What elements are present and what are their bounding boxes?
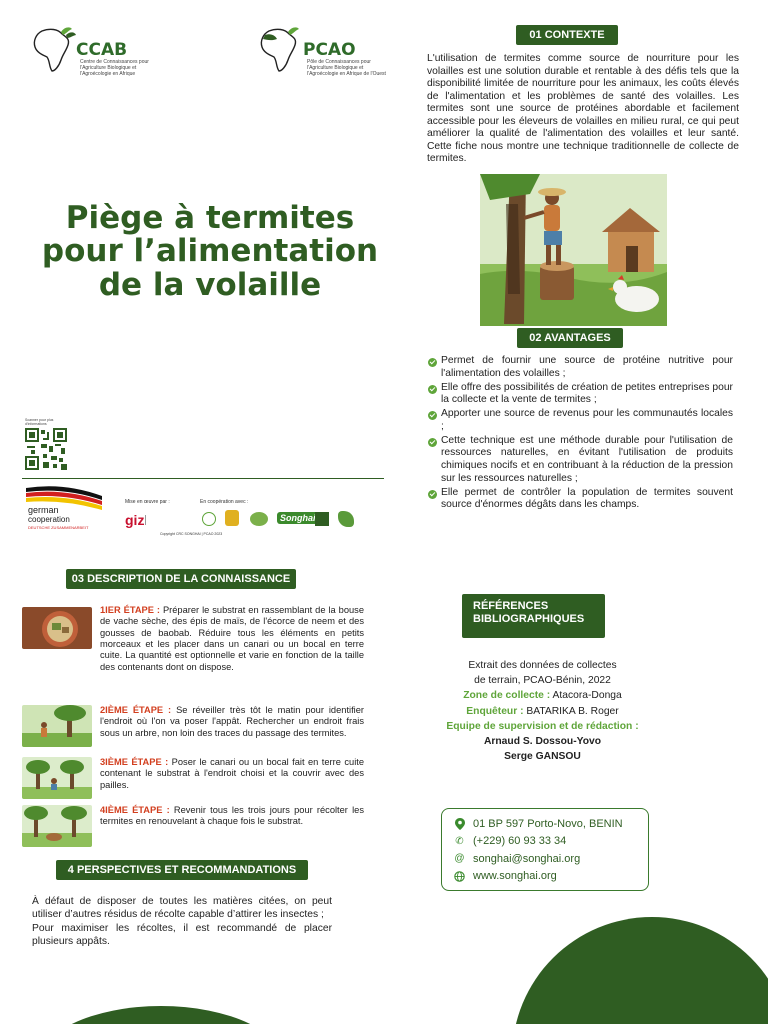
qr-code-icon[interactable]	[25, 427, 67, 471]
africa-map-icon	[255, 25, 305, 75]
reference-line-2: de terrain, PCAO-Bénin, 2022	[474, 675, 611, 687]
step-text: Se réveiller très tôt le matin pour identifier l'endroit où l'on va poser l'appât. Rechercher un endroit frais sous un arbre, non loin des traces du passage des termites.	[100, 705, 365, 738]
partner-logo-2-icon	[225, 510, 239, 526]
copyright-text: Copyright CRC SONGHAI | PCAO 2023	[160, 532, 223, 536]
contact-email[interactable]: @ songhai@songhai.org	[454, 852, 581, 865]
step-label: 2IÈME ÉTAPE :	[100, 705, 172, 715]
partner-logo-3-icon	[250, 512, 268, 526]
list-item: Apporter une source de revenus pour les communautés locales ;	[428, 408, 733, 434]
perspectives-paragraph-1: À défaut de disposer de toutes les matières citées, on peut utiliser d’autres résidus de récolte capable d’attirer les insectes ;	[32, 896, 332, 921]
contact-phone[interactable]: ✆ (+229) 60 93 33 34	[455, 835, 567, 848]
section-heading-advantages: 02 AVANTAGES	[517, 328, 623, 348]
decorative-circle-right	[512, 917, 768, 1024]
step-3-image	[22, 757, 92, 799]
at-sign-icon: @	[454, 853, 465, 865]
implemented-by-label: Mise en œuvre par :	[125, 499, 170, 505]
step-1-image	[22, 607, 92, 649]
ccab-name: CCAB	[76, 40, 128, 60]
section-heading-perspectives: 4 PERSPECTIVES ET RECOMMANDATIONS	[56, 860, 308, 880]
references-text	[420, 658, 665, 765]
ccab-subtitle: Centre de Connaissances pour l'Agriculture Biologique et l'Agroécologie en Afrique	[80, 59, 149, 77]
reference-person-2: Serge GANSOU	[504, 751, 581, 763]
section-heading-description: 03 DESCRIPTION DE LA CONNAISSANCE	[66, 569, 296, 589]
giz-logo: giz	[125, 512, 145, 528]
step-2-image	[22, 705, 92, 747]
reference-enqueteur: Enquêteur : BATARIKA B. Roger	[466, 705, 619, 717]
check-icon	[428, 438, 437, 447]
page-title: Piège à termites pour l’alimentation de la volaille	[41, 200, 379, 303]
contact-website[interactable]: www.songhai.org	[454, 868, 636, 886]
step-text: Revenir tous les trois jours pour récolter les termites en renouvelant à chaque fois le substrat.	[100, 805, 364, 827]
reference-zone: Zone de collecte : Atacora-Donga	[463, 690, 622, 702]
german-cooperation-line2: cooperation	[28, 515, 70, 524]
divider	[22, 478, 384, 479]
giz-subtitle-icon	[145, 515, 183, 525]
reference-team-label: Equipe de supervision et de rédaction :	[446, 720, 639, 732]
contact-address: 01 BP 597 Porto-Novo, BENIN	[454, 815, 636, 833]
step-label: 3IÈME ÉTAPE :	[100, 757, 169, 767]
section-heading-references: RÉFÉRENCES BIBLIOGRAPHIQUES	[462, 594, 605, 638]
pcao-name: PCAO	[303, 40, 356, 60]
perspectives-paragraph-2: Pour maximiser les récoltes, il est recommandé de placer plusieurs appâts.	[32, 922, 332, 948]
contact-box	[441, 808, 649, 891]
check-icon	[428, 411, 437, 420]
advantages-list	[428, 355, 733, 513]
perspectives-text	[32, 895, 332, 949]
list-item: Permet de fournir une source de protéine nutritive pour l'alimentation des volailles ;	[428, 355, 733, 381]
step-text: Préparer le substrat en rassemblant de la bouse de vache sèche, des épis de maïs, de l'écorce de neem et des gousses de baobab. Réduire tous les éléments en petits morceaux et les placer dans un canari ou un bocal en terre cuite. La quantité est optionnelle et varie en fonction de la taille des contenants dont on dispose.	[100, 605, 364, 672]
pcao-logo	[255, 22, 387, 77]
partner-logo-5-icon	[315, 512, 329, 526]
reference-line-1: Extrait des données de collectes	[468, 660, 617, 671]
reference-person-1: Arnaud S. Dossou-Yovo	[483, 736, 602, 748]
phone-icon: ✆	[455, 835, 464, 847]
check-icon	[428, 358, 437, 367]
check-icon	[428, 385, 437, 394]
in-cooperation-label: En coopération avec :	[200, 499, 249, 505]
german-cooperation-line1: german	[28, 505, 59, 515]
qr-caption: Scanner pour plus d'informations	[25, 418, 54, 427]
german-cooperation-line3: DEUTSCHE ZUSAMMENARBEIT	[28, 525, 89, 530]
step-label: 1IER ÉTAPE :	[100, 605, 160, 615]
partner-logo-1-icon	[202, 512, 216, 526]
step-label: 4IÈME ÉTAPE :	[100, 805, 170, 815]
partner-logo-6-icon	[338, 511, 354, 527]
section-heading-context: 01 CONTEXTE	[516, 25, 618, 45]
globe-icon	[454, 871, 465, 882]
list-item: Elle offre des possibilités de création de petites entreprises pour la collecte et la vente de termites ;	[428, 382, 733, 408]
partners-strip	[22, 482, 382, 542]
list-item: Elle permet de contrôler la population de termites souvent source d'énormes dégâts dans les champs.	[428, 487, 733, 513]
location-pin-icon	[454, 818, 465, 829]
step-4-image	[22, 805, 92, 847]
decorative-circle-left	[36, 1006, 286, 1024]
list-item: Cette technique est une méthode durable pour l'utilisation de ressources naturelles, en évitant l'utilisation de produits chimiques nocifs et en contribuant à la réduction de la pression sur les ressources naturelles ;	[428, 435, 733, 486]
ccab-logo	[28, 22, 160, 77]
africa-map-icon	[28, 25, 78, 75]
termite-collection-illustration	[480, 174, 667, 326]
songhai-logo: Songhai	[277, 512, 319, 524]
pcao-subtitle: Pôle de Connaissances pour l'Agriculture Biologique et l'Agroécologie en Afrique de l'Ouest	[307, 59, 386, 77]
check-icon	[428, 490, 437, 499]
context-text: L'utilisation de termites comme source de nourriture pour les volailles est une solution durable et rentable à des défis tels que la disponibilité limitée de nourriture pour les animaux, les coûts élevés de l'alimentation et les problèmes de santé des volailles. Les termites sont une source de protéines abordable et facilement accessible pour les éleveurs de volailles en milieu rural, ce qui peut améliorer la qualité de l'alimentation des volailles et leur santé. Cette fiche nous montre une technique traditionnelle de collecte de termites.	[427, 53, 739, 165]
step-text: Poser le canari ou un bocal fait en terre cuite contenant le substrat à l'endroit choisi et la couvrir avec des pailles.	[100, 757, 365, 790]
